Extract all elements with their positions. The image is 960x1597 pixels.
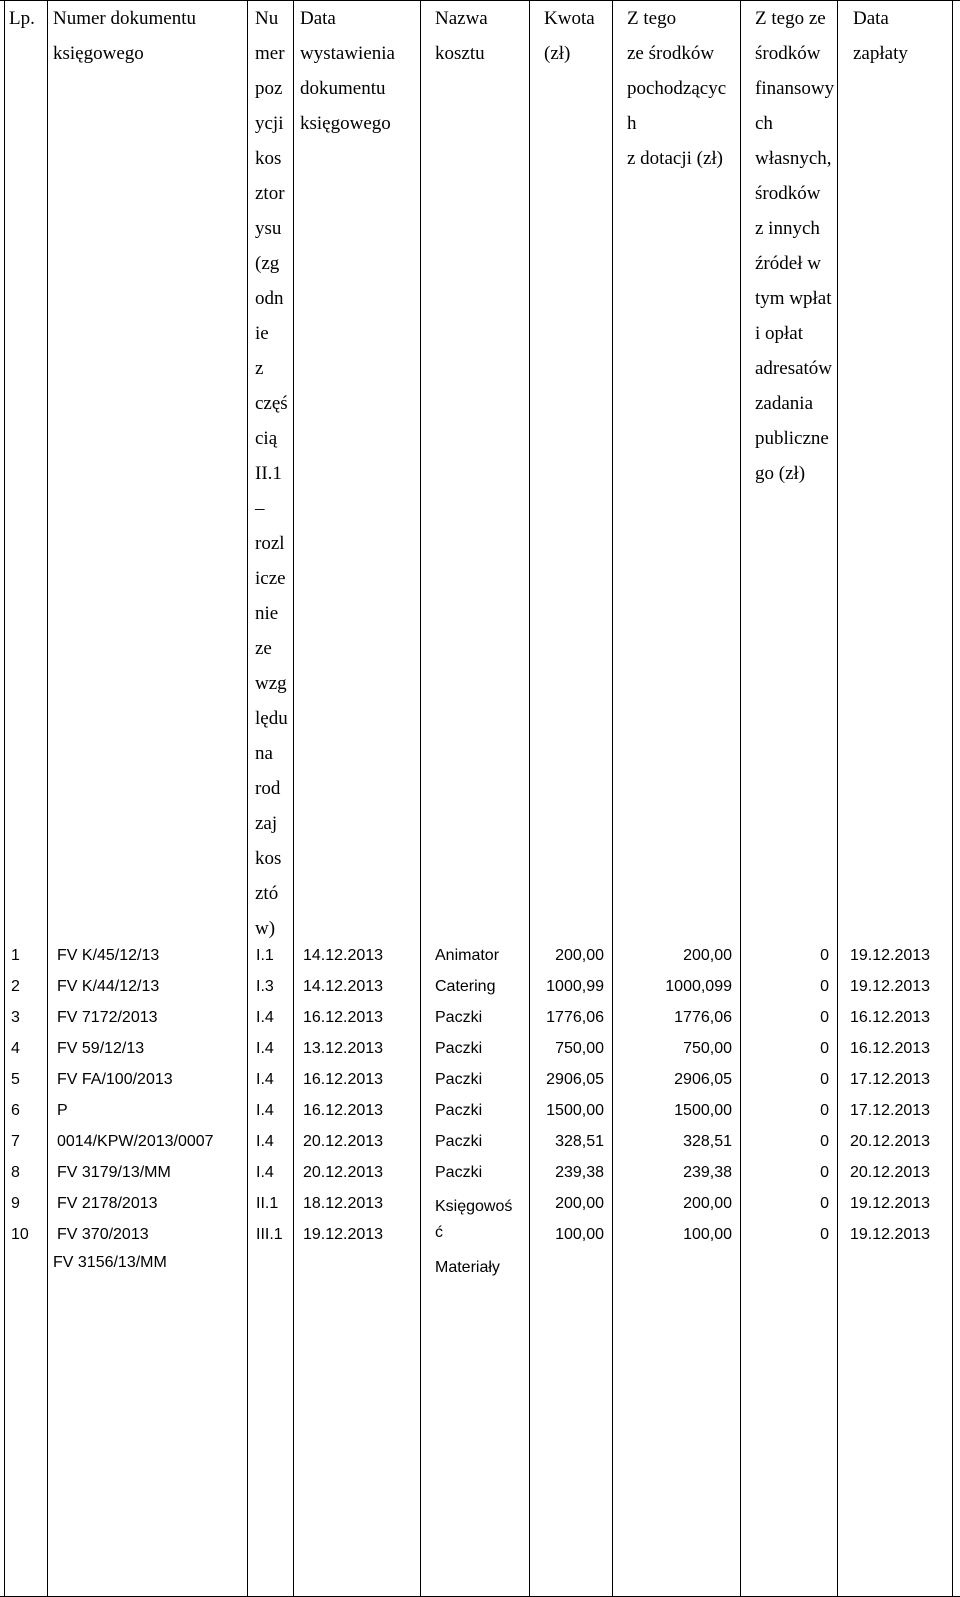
- header-text-line: poz: [255, 78, 283, 99]
- cost-name-cell: Paczki: [435, 1164, 483, 1181]
- own-amount-cell: 0: [820, 1133, 829, 1150]
- header-text-line: tym wpłat: [755, 288, 832, 309]
- document-number-cell: 0014/KPW/2013/0007: [57, 1133, 214, 1150]
- amount-cell: 1500,00: [546, 1102, 604, 1119]
- header-text-line: rod: [255, 778, 281, 799]
- own-amount-cell: 0: [820, 978, 829, 995]
- grant-amount-cell: 2906,05: [674, 1071, 732, 1088]
- header-text-line: adresatów: [755, 358, 833, 379]
- item-number-cell: III.1: [256, 1226, 283, 1243]
- header-text-line: rozl: [255, 533, 285, 554]
- row-number: 7: [11, 1133, 20, 1150]
- grant-amount-cell: 1000,099: [665, 978, 732, 995]
- column-divider: [837, 0, 838, 1597]
- issue-date-cell: 16.12.2013: [303, 1009, 384, 1026]
- own-amount-cell: 0: [820, 947, 829, 964]
- payment-date-cell: 19.12.2013: [850, 947, 931, 964]
- item-number-cell: I.4: [256, 1040, 274, 1057]
- column-divider: [420, 0, 421, 1597]
- row-number: 10: [11, 1226, 29, 1243]
- payment-date-cell: 17.12.2013: [850, 1102, 931, 1119]
- header-text-line: Lp.: [9, 8, 35, 29]
- header-text-line: icze: [255, 568, 286, 589]
- row-number: 5: [11, 1071, 20, 1088]
- header-text-line: Nazwa: [435, 8, 488, 29]
- item-number-cell: II.1: [256, 1195, 279, 1212]
- document-number-cell: FV 2178/2013: [57, 1195, 158, 1212]
- header-text-line: własnych,: [755, 148, 832, 169]
- header-text-line: II.1: [255, 463, 282, 484]
- issue-date-cell: 20.12.2013: [303, 1164, 384, 1181]
- own-amount-cell: 0: [820, 1009, 829, 1026]
- amount-cell: 200,00: [555, 947, 604, 964]
- cost-name-cell: Animator: [435, 947, 500, 964]
- header-text-line: (zł): [544, 43, 571, 64]
- header-text-line: zapłaty: [853, 43, 908, 64]
- column-divider: [612, 0, 613, 1597]
- row-number: 9: [11, 1195, 20, 1212]
- item-number-cell: I.4: [256, 1164, 274, 1181]
- header-text-line: z dotacji (zł): [627, 148, 724, 169]
- own-amount-cell: 0: [820, 1226, 829, 1243]
- document-number-text: FV 3156/13/MM: [53, 1254, 167, 1271]
- own-amount-cell: 0: [820, 1040, 829, 1057]
- table-border-right: [952, 0, 953, 1597]
- grant-amount-cell: 239,38: [683, 1164, 732, 1181]
- header-text-line: częś: [255, 393, 288, 414]
- cost-name-cell: Paczki: [435, 1040, 483, 1057]
- header-text-line: Kwota: [544, 8, 595, 29]
- header-text-line: Data: [853, 8, 889, 29]
- document-number-cell: FV K/44/12/13: [57, 978, 160, 995]
- payment-date-cell: 20.12.2013: [850, 1133, 931, 1150]
- cost-name-text: Materiały: [435, 1259, 500, 1276]
- cost-name-text: Księgowoś: [435, 1198, 513, 1215]
- document-number-cell: FV FA/100/2013: [57, 1071, 173, 1088]
- header-text-line: lędu: [255, 708, 288, 729]
- row-number: 4: [11, 1040, 20, 1057]
- grant-amount-cell: 100,00: [683, 1226, 732, 1243]
- amount-cell: 239,38: [555, 1164, 604, 1181]
- table-border-top: [0, 0, 960, 1]
- header-text-line: na: [255, 743, 273, 764]
- payment-date-cell: 16.12.2013: [850, 1040, 931, 1057]
- header-text-line: kosztu: [435, 43, 485, 64]
- column-divider: [529, 0, 530, 1597]
- grant-amount-cell: 328,51: [683, 1133, 732, 1150]
- amount-cell: 328,51: [555, 1133, 604, 1150]
- grant-amount-cell: 750,00: [683, 1040, 732, 1057]
- header-text-line: Nu: [255, 8, 279, 29]
- amount-cell: 2906,05: [546, 1071, 604, 1088]
- header-text-line: ycji: [255, 113, 284, 134]
- document-number-cell: FV 7172/2013: [57, 1009, 158, 1026]
- issue-date-cell: 20.12.2013: [303, 1133, 384, 1150]
- item-number-cell: I.1: [256, 947, 274, 964]
- row-number: 3: [11, 1009, 20, 1026]
- header-text-line: źródeł w: [755, 253, 821, 274]
- payment-date-cell: 17.12.2013: [850, 1071, 931, 1088]
- issue-date-cell: 19.12.2013: [303, 1226, 384, 1243]
- item-number-cell: I.4: [256, 1133, 274, 1150]
- own-amount-cell: 0: [820, 1102, 829, 1119]
- own-amount-cell: 0: [820, 1071, 829, 1088]
- cost-name-cell: Paczki: [435, 1071, 483, 1088]
- header-text-line: środków: [755, 43, 821, 64]
- header-text-line: ztó: [255, 883, 279, 904]
- header-text-line: środków: [755, 183, 821, 204]
- payment-date-cell: 16.12.2013: [850, 1009, 931, 1026]
- issue-date-cell: 18.12.2013: [303, 1195, 384, 1212]
- header-text-line: ze środków: [627, 43, 715, 64]
- cost-name-text: ć: [435, 1224, 443, 1241]
- cost-name-cell: Paczki: [435, 1102, 483, 1119]
- row-number: 2: [11, 978, 20, 995]
- grant-amount-cell: 200,00: [683, 1195, 732, 1212]
- header-text-line: ch: [755, 113, 773, 134]
- own-amount-cell: 0: [820, 1164, 829, 1181]
- issue-date-cell: 16.12.2013: [303, 1071, 384, 1088]
- row-number: 6: [11, 1102, 20, 1119]
- payment-date-cell: 19.12.2013: [850, 1195, 931, 1212]
- header-text-line: wzg: [255, 673, 287, 694]
- header-text-line: i opłat: [755, 323, 804, 344]
- issue-date-cell: 14.12.2013: [303, 947, 384, 964]
- header-text-line: finansowy: [755, 78, 835, 99]
- amount-cell: 750,00: [555, 1040, 604, 1057]
- header-text-line: (zg: [255, 253, 280, 274]
- payment-date-cell: 19.12.2013: [850, 978, 931, 995]
- column-divider: [47, 0, 48, 1597]
- amount-cell: 200,00: [555, 1195, 604, 1212]
- column-divider: [247, 0, 248, 1597]
- row-number: 8: [11, 1164, 20, 1181]
- amount-cell: 100,00: [555, 1226, 604, 1243]
- cost-name-cell: Paczki: [435, 1133, 483, 1150]
- header-text-line: dokumentu: [300, 78, 386, 99]
- document-number-cell: FV 370/2013: [57, 1226, 149, 1243]
- own-amount-cell: 0: [820, 1195, 829, 1212]
- grant-amount-cell: 1500,00: [674, 1102, 732, 1119]
- header-text-line: Data: [300, 8, 336, 29]
- header-text-line: ysu: [255, 218, 282, 239]
- item-number-cell: I.4: [256, 1009, 274, 1026]
- payment-date-cell: 20.12.2013: [850, 1164, 931, 1181]
- item-number-cell: I.4: [256, 1071, 274, 1088]
- header-text-line: księgowego: [53, 43, 144, 64]
- header-text-line: mer: [255, 43, 285, 64]
- header-text-line: h: [627, 113, 637, 134]
- cost-name-cell: Paczki: [435, 1009, 483, 1026]
- document-number-cell: FV 3179/13/MM: [57, 1164, 171, 1181]
- header-text-line: cią: [255, 428, 278, 449]
- header-text-line: nie: [255, 603, 279, 624]
- issue-date-cell: 13.12.2013: [303, 1040, 384, 1057]
- item-number-cell: I.3: [256, 978, 274, 995]
- column-divider: [740, 0, 741, 1597]
- header-text-line: wystawienia: [300, 43, 395, 64]
- header-text-line: z innych: [755, 218, 820, 239]
- row-number: 1: [11, 947, 20, 964]
- document-number-cell: FV K/45/12/13: [57, 947, 160, 964]
- table-border-left: [4, 0, 5, 1597]
- header-text-line: Z tego ze: [755, 8, 826, 29]
- grant-amount-cell: 200,00: [683, 947, 732, 964]
- header-text-line: ie: [255, 323, 269, 344]
- header-text-line: ztor: [255, 183, 285, 204]
- header-text-line: publiczne: [755, 428, 829, 449]
- header-text-line: ze: [255, 638, 272, 659]
- header-text-line: go (zł): [755, 463, 806, 484]
- header-text-line: kos: [255, 848, 282, 869]
- cost-name-cell: Catering: [435, 978, 496, 995]
- header-text-line: Z tego: [627, 8, 677, 29]
- amount-cell: 1776,06: [546, 1009, 604, 1026]
- header-text-line: –: [255, 498, 265, 519]
- header-text-line: zadania: [755, 393, 814, 414]
- document-number-cell: P: [57, 1102, 68, 1119]
- header-text-line: księgowego: [300, 113, 391, 134]
- header-text-line: odn: [255, 288, 284, 309]
- header-text-line: pochodzącyc: [627, 78, 727, 99]
- header-text-line: w): [255, 918, 276, 939]
- item-number-cell: I.4: [256, 1102, 274, 1119]
- header-text-line: kos: [255, 148, 282, 169]
- column-divider: [293, 0, 294, 1597]
- issue-date-cell: 16.12.2013: [303, 1102, 384, 1119]
- payment-date-cell: 19.12.2013: [850, 1226, 931, 1243]
- grant-amount-cell: 1776,06: [674, 1009, 732, 1026]
- issue-date-cell: 14.12.2013: [303, 978, 384, 995]
- header-text-line: Numer dokumentu: [53, 8, 197, 29]
- document-number-cell: FV 59/12/13: [57, 1040, 145, 1057]
- header-text-line: zaj: [255, 813, 278, 834]
- amount-cell: 1000,99: [546, 978, 604, 995]
- header-text-line: z: [255, 358, 264, 379]
